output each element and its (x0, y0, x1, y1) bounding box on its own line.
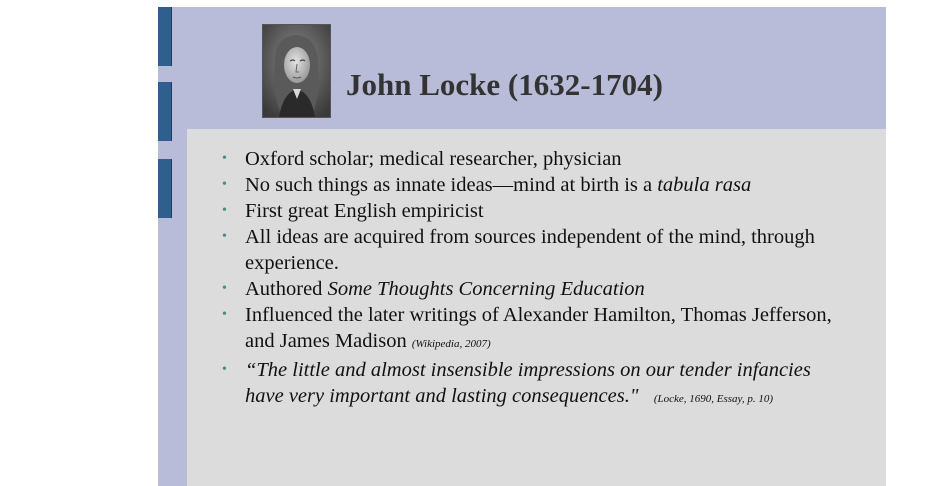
quote-text: “The little and almost insensible impressions on our tender infancies have very important and lasting consequences." (245, 359, 811, 407)
bullet-icon: • (222, 281, 227, 296)
bullet-text: All ideas are acquired from sources independent of the mind, through experience. (245, 226, 815, 274)
bullet-text: Oxford scholar; medical researcher, physician (245, 148, 622, 170)
slide (158, 7, 886, 486)
john-locke-portrait (262, 24, 331, 118)
citation: (Wikipedia, 2007) (411, 338, 491, 350)
list-item (222, 276, 852, 302)
portrait-image (263, 25, 330, 117)
bullet-text: First great English empiricist (245, 200, 484, 222)
slide-title: John Locke (1632-1704) (346, 67, 663, 102)
bullet-icon: • (222, 362, 227, 377)
bullet-icon: • (222, 151, 227, 166)
list-item (222, 357, 852, 412)
bullet-icon: • (222, 203, 227, 218)
bullet-text: Influenced the later writings of Alexander Hamilton, Thomas Jefferson, and James Madison (245, 304, 832, 352)
bullet-text: No such things as innate ideas—mind at birth is a (245, 174, 658, 196)
content-panel (187, 129, 886, 486)
list-item (222, 146, 852, 172)
side-tab (158, 82, 172, 141)
bullet-text: Authored (245, 278, 328, 300)
list-item (222, 302, 852, 357)
bullet-list (222, 146, 852, 412)
side-tab (158, 159, 172, 218)
bullet-italic-text: tabula rasa (657, 174, 752, 196)
list-item (222, 198, 852, 224)
bullet-icon: • (222, 229, 227, 244)
bullet-icon: • (222, 307, 227, 322)
bullet-icon: • (222, 177, 227, 192)
list-item (222, 224, 852, 276)
side-tab (158, 7, 172, 66)
bullet-italic-text: Some Thoughts Concerning Education (327, 278, 645, 300)
citation: (Locke, 1690, Essay, p. 10) (653, 393, 773, 405)
list-item (222, 172, 852, 198)
